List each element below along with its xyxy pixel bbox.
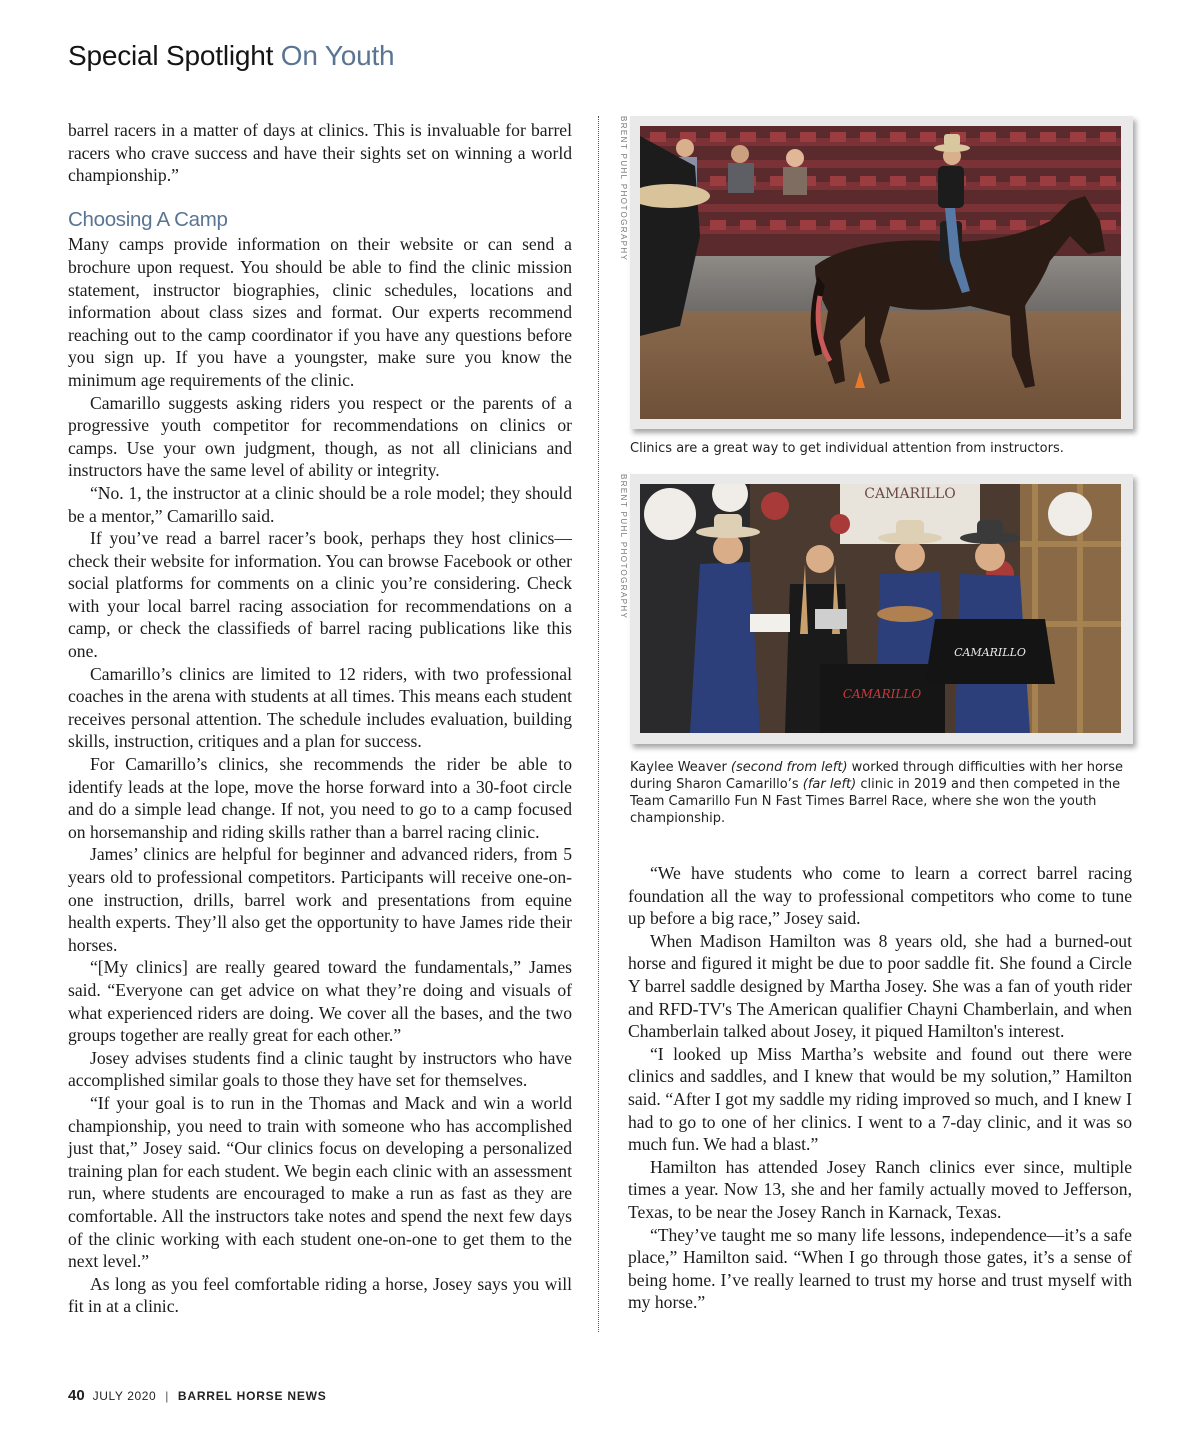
photo-rider-arena — [630, 116, 1133, 429]
caption-note: (far left) — [802, 777, 857, 792]
left-column — [68, 119, 572, 1318]
body-paragraph: Josey advises students find a clinic taught by instructors who have accomplished similar goals to those they have set for themselves. — [68, 1047, 572, 1091]
column-divider — [598, 116, 599, 1332]
section-topic: On Youth — [280, 40, 395, 71]
body-paragraph: Camarillo’s clinics are limited to 12 riders, with two professional coaches in the arena with students at all times. This means each student receives personal attention. The schedule includes evaluation, building skills, instruction, critiques and a plan for success. — [68, 663, 572, 752]
photo-caption: Clinics are a great way to get individual attention from instructors. — [630, 441, 1064, 456]
photo-credit: BRENT PUHL PHOTOGRAPHY — [619, 116, 628, 262]
footer-separator: | — [165, 1389, 169, 1403]
body-paragraph: “They’ve taught me so many life lessons, independence—it’s a safe place,” Hamilton said. “When I go through those gates, it’s a sense of being home. I’ve really learned to trust my horse and trust myself with my horse.” — [628, 1224, 1132, 1313]
issue-date: JULY 2020 — [92, 1389, 157, 1403]
body-paragraph: For Camarillo’s clinics, she recommends the rider be able to identify leads at the lope, move the horse forward into a 30-foot circle and do a simple lead change. If not, you need to go to a camp focused on horsemanship and riding skills rather than a barrel racing clinic. — [68, 754, 572, 842]
intro-paragraph: barrel racers in a matter of days at clinics. This is invaluable for barrel racers who crave success and have their sights set on winning a world championship.” — [68, 120, 572, 186]
caption-text: worked through difficulties with her horse during Sharon Camarillo’s — [630, 760, 1124, 792]
photo-rider-arena-image — [640, 126, 1121, 419]
page-number: 40 — [68, 1387, 85, 1404]
body-paragraph: If you’ve read a barrel racer’s book, perhaps they host clinics—check their website for information. You can browse Facebook or other social platforms for comments on a clinic you’re considering. Check with your local barrel racing association for recommendations on a camp, or check the classifieds of barrel racing publications like this one. — [68, 528, 572, 662]
page-header — [68, 40, 394, 72]
caption-note: (second from left) — [730, 760, 848, 775]
page-footer — [68, 1387, 327, 1404]
body-paragraph: Many camps provide information on their website or can send a brochure upon request. You should be able to find the clinic mission statement, instructor biographies, clinic schedules, locations and information about class sizes and format. Our experts recommend reaching out to the camp coordinator if you have any questions before you sign up. If you have a youngster, make sure you know the minimum age requirements of the clinic. — [68, 234, 572, 390]
body-paragraph: Hamilton has attended Josey Ranch clinics ever since, multiple times a year. Now 13, she and her family actually moved to Jefferson, Texas, to be near the Josey Ranch in Karnack, Texas. — [628, 1156, 1132, 1222]
right-column — [628, 862, 1132, 1314]
body-paragraph: “We have students who come to learn a correct barrel racing foundation all the way to professional competitors who come to tune up before a big race,” Josey said. — [628, 863, 1132, 929]
table-text: CAMARILLO — [842, 687, 922, 701]
banner-text: CAMARILLO — [864, 486, 956, 502]
caption-text: clinic in 2019 and then competed in the Team Camarillo Fun N Fast Times Barrel Race, where she won the youth championship. — [630, 777, 1121, 826]
section-title: Special Spotlight — [68, 40, 274, 71]
body-paragraph: “No. 1, the instructor at a clinic should be a role model; they should be a mentor,” Camarillo said. — [68, 482, 572, 526]
photo-clinic-group — [630, 474, 1133, 744]
body-paragraph: Camarillo suggests asking riders you respect or the parents of a progressive youth competitor for recommendations on clinics or camps. Use your own judgment, though, as not all clinicians and instructors have the same level of ability or integrity. — [68, 392, 572, 481]
bag-text: CAMARILLO — [954, 646, 1026, 659]
magazine-name: BARREL HORSE NEWS — [177, 1389, 327, 1403]
photo-credit: BRENT PUHL PHOTOGRAPHY — [619, 474, 628, 620]
photo-clinic-group-image — [640, 484, 1121, 733]
body-paragraph: As long as you feel comfortable riding a horse, Josey says you will fit in at a clinic. — [68, 1273, 572, 1317]
subheading: Choosing A Camp — [68, 207, 228, 231]
caption-name: Kaylee Weaver — [630, 760, 731, 775]
body-paragraph: “I looked up Miss Martha’s website and found out there were clinics and saddles, and I knew that would be my solution,” Hamilton said. “After I got my saddle my riding improved so much, and I knew I had to go to one of her clinics. I went to a 7-day clinic, and it was so much fun. We had a blast.” — [628, 1043, 1132, 1155]
body-paragraph: “[My clinics] are really geared toward the fundamentals,” James said. “Everyone can get advice on what they’re doing and visuals of what experienced riders are doing. We cover all the bases, and the two groups together are really great for each other.” — [68, 957, 572, 1046]
body-paragraph: When Madison Hamilton was 8 years old, she had a burned-out horse and figured it might be due to poor saddle fit. She found a Circle Y barrel saddle designed by Martha Josey. She was a fan of youth rider and RFD-TV's The American qualifier Chayni Chamberlain, and when Chamberlain talked about Josey, it piqued Hamilton's interest. — [628, 930, 1132, 1042]
photo-caption — [630, 759, 1135, 827]
body-paragraph: “If your goal is to run in the Thomas and Mack and win a world championship, you need to train with someone who has accomplished just that,” Josey said. “Our clinics focus on developing a personalized training plan for each student. We begin each clinic with an assessment run, where students are encouraged to make a run as fast as they are comfortable. All the instructors take notes and spend the next few days of the clinic working with each student one-on-one to get them to the next level.” — [68, 1092, 572, 1272]
body-paragraph: James’ clinics are helpful for beginner and advanced riders, from 5 years old to professional competitors. Participants will receive one-on-one instruction, drills, barrel work and presentations from equine health experts. They’ll also get the opportunity to have James ride their horses. — [68, 844, 572, 955]
